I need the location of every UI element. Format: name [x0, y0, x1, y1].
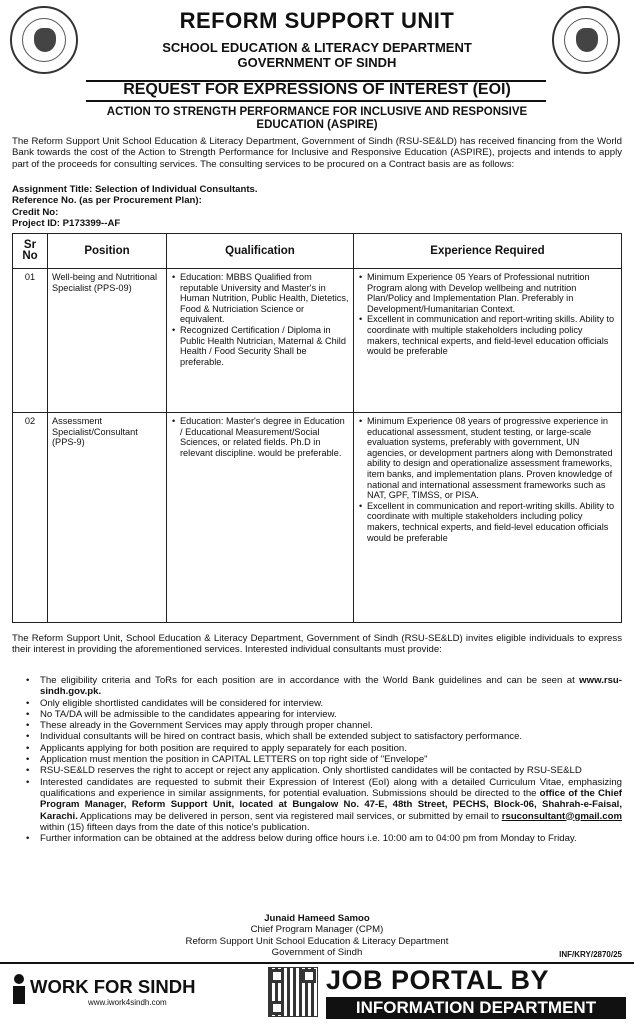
table-row	[13, 413, 622, 623]
i-logo-icon	[8, 974, 30, 1004]
reference-no: Reference No. (as per Procurement Plan):	[12, 195, 202, 207]
eoi-title: REQUEST FOR EXPRESSIONS OF INTEREST (EOI)	[123, 81, 511, 98]
list-item: • Minimum Experience 08 years of progressive experience in educational assessment, student testing, or large-scale evaluation systems, preferably with government, UN agencies, or development partners along with Demonstrated ability to design and operationalize assessment frameworks, item banks, and implementation plans. Proven knowledge of national and international assessment frameworks such as NAT, GPF, TIMSS, or PISA.	[367, 416, 617, 501]
header-qualification: Qualification	[167, 234, 354, 269]
department-name: SCHOOL EDUCATION & LITERACY DEPARTMENT	[162, 40, 472, 55]
row-sr: 01	[13, 269, 48, 413]
term-text: within (15) fifteen days from the date of this notice's publication.	[40, 821, 310, 833]
invitation-paragraph: The Reform Support Unit, School Education & Literacy Department, Government of Sindh (RSU-SE&LD) invites eligible individuals to express their interest in providing the aforementioned services. Interested individual consultants must provide:	[12, 633, 622, 656]
assignment-title: Assignment Title: Selection of Individual Consultants.	[12, 184, 258, 195]
divider	[86, 100, 546, 102]
row-experience	[354, 269, 622, 413]
row-qualification	[167, 413, 354, 623]
project-title-line2: EDUCATION (ASPIRE)	[256, 119, 378, 131]
row-experience	[354, 413, 622, 623]
list-item: • Minimum Experience 05 Years of Professional nutrition Program along with Develop wellbeing and nutrition Plan/Policy and Implementation Plan. Preferably in Development/Humanitarian Context.	[367, 272, 617, 314]
list-item	[26, 777, 622, 833]
project-id: Project ID: P173399--AF	[12, 217, 121, 229]
qr-code-icon	[268, 967, 318, 1017]
list-item: • Only eligible shortlisted candidates will be considered for interview.	[26, 698, 622, 709]
row-sr: 02	[13, 413, 48, 623]
assignment-details	[12, 184, 258, 229]
terms-list	[26, 675, 622, 844]
list-item: • RSU-SE&LD reserves the right to accept or reject any application. Only shortlisted candidates will be contacted by RSU-SE&LD	[26, 765, 622, 776]
list-item: • Excellent in communication and report-writing skills. Ability to coordinate with multiple stakeholders including policy makers, technical experts, and field-level education officials would be preferable	[367, 501, 617, 543]
term-text: The eligibility criteria and ToRs for each position are in accordance with the World Bank guidelines and can be seen at	[40, 675, 580, 686]
signatory-name: Junaid Hameed Samoo	[264, 913, 370, 924]
signature-block	[0, 913, 634, 958]
department-title	[0, 40, 634, 70]
list-item: • Individual consultants will be hired on contract basis, which shall be extended subject to satisfactory performance.	[26, 731, 622, 742]
term-text: Applications may be delivered in person, sent via registered mail services, or submitted by email to	[77, 810, 502, 822]
signatory-designation: Chief Program Manager (CPM)	[250, 924, 384, 936]
government-name: GOVERNMENT OF SINDH	[237, 55, 397, 70]
row-qualification	[167, 269, 354, 413]
job-portal-title: JOB PORTAL BY	[326, 965, 550, 995]
divider	[0, 962, 634, 964]
list-item: • Excellent in communication and report-writing skills. Ability to coordinate with multiple stakeholders including policy makers, technical experts, and field-level education officials would be preferable	[367, 314, 617, 356]
intro-paragraph: The Reform Support Unit School Education & Literacy Department, Government of Sindh (RSU-SE&LD) has received financing from the World Bank towards the cost of the Action to Strength Performance for Inclusive and Responsive Education (ASPIRE), projects and intends to apply part of the proceeds for consulting services. The consulting services to be procured on a Contract basis are as follows:	[12, 136, 622, 170]
office-address: office of the Chief Program Manager, Reform Support Unit, located at Bungalow No. 47-E, 48th Street, PECHS, Block-06, Shahrah-e-Faisal, Karachi.	[40, 787, 622, 822]
header-experience: Experience Required	[354, 234, 622, 269]
table-header-row	[13, 234, 622, 269]
list-item	[26, 675, 622, 698]
row-position: Assessment Specialist/Consultant (PPS-9)	[48, 413, 167, 623]
website-link[interactable]: www.rsu-sindh.gov.pk.	[40, 675, 622, 698]
list-item: • These already in the Government Services may apply through proper channel.	[26, 720, 622, 731]
brand-name: WORK FOR SINDH	[30, 976, 196, 997]
table-row	[13, 269, 622, 413]
email-link[interactable]: rsuconsultant@gmail.com	[501, 810, 622, 822]
signatory-org: Reform Support Unit School Education & Literacy Department	[185, 935, 449, 947]
credit-no: Credit No:	[12, 206, 59, 218]
unit-title: REFORM SUPPORT UNIT	[179, 8, 455, 33]
row-position: Well-being and Nutritional Specialist (PPS-09)	[48, 269, 167, 413]
list-item: • Applicants applying for both position are required to apply separately for each position.	[26, 743, 622, 754]
signatory-gov: Government of Sindh	[271, 946, 363, 958]
positions-table	[12, 233, 622, 623]
list-item: • Recognized Certification / Diploma in Public Health Nutrician, Maternal & Child Health / Food Security Shall be preferable.	[180, 325, 349, 367]
header-position: Position	[48, 234, 167, 269]
brand-url[interactable]: www.iwork4sindh.com	[88, 998, 167, 1007]
list-item: • Education: MBBS Qualified from reputable University and Master's in Human Nutrition, Public Health, Dietetics, Food & Nutriciation Science or equivalent.	[180, 272, 349, 325]
list-item: • No TA/DA will be admissible to the candidates appearing for interview.	[26, 709, 622, 720]
list-item: • Education: Master's degree in Education / Educational Measurement/Social Sciences, or related fields. Ph.D in relevant discipline. would be preferable.	[180, 416, 349, 458]
project-title	[40, 106, 594, 132]
header-sr: Sr No	[13, 234, 48, 269]
information-department: INFORMATION DEPARTMENT	[326, 997, 626, 1019]
list-item: • Application must mention the position in CAPITAL LETTERS on top right side of "Envelope"	[26, 754, 622, 765]
header	[0, 0, 634, 82]
list-item: • Further information can be obtained at the address below during office hours i.e. 10:00 am to 04:00 pm from Monday to Friday.	[26, 833, 622, 844]
term-text: Interested candidates are requested to submit their Expression of Interest (EoI) along with a detailed Curriculum Vitae, emphasizing qualifications and experience in similar assignments, for potential evaluation. Submissions should be directed to the	[40, 776, 622, 799]
footer-banner	[0, 962, 634, 1024]
project-title-line1: ACTION TO STRENGTH PERFORMANCE FOR INCLUSIVE AND RESPONSIVE	[106, 106, 528, 118]
reference-code: INF/KRY/2870/25	[559, 950, 622, 959]
